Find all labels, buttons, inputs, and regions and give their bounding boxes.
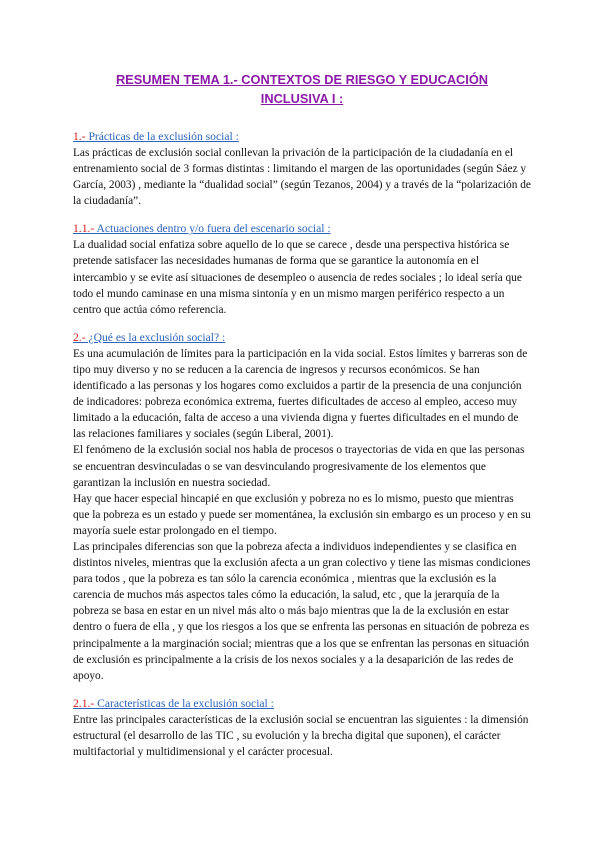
section-heading <box>73 221 531 237</box>
paragraph: Es una acumulación de límites para la participación en la vida social. Estos límites y barreras son de tipo muy diverso y no se reducen a la carencia de ingresos y recursos económicos. Se han identificado a las personas y los hogares como excluidos a partir de la presencia de una conjunción de indicadores: pobreza económica extrema, fuertes dificultades de acceso al empleo, acceso muy limitado a la educación, falta de acceso a una vivienda digna y fuertes dificultades en el mundo de las relaciones familiares y sociales (según Liberal, 2001). <box>73 347 528 441</box>
paragraph: La dualidad social enfatiza sobre aquello de lo que se carece , desde una perspectiva histórica se pretende satisfacer las necesidades humanas de forma que se garantice la autonomía en el intercambio y se evite así situaciones de desempleo o ausencia de redes sociales ; lo ideal sería que todo el mundo caminase en una misma sintonía y en un mismo margen periférico respecto a un centro que actúa cómo referencia. <box>73 239 522 316</box>
section-heading <box>73 129 531 145</box>
paragraph: Entre las principales características de la exclusión social se encuentran las siguientes : la dimensión estructural (el desarrollo de las TIC , su evolución y la brecha digital que suponen), el carácter multifactorial y multidimensional y el carácter procesual. <box>73 713 529 758</box>
section-heading-text: Actuaciones dentro y/o fuera del escenario social : <box>94 222 331 236</box>
section-number: 2.1.- <box>73 696 95 710</box>
section-number: 2.- <box>73 330 86 344</box>
section-heading-text: ¿Qué es la exclusión social? : <box>85 330 226 344</box>
section-number: 1.- <box>73 130 86 143</box>
section-2 <box>73 330 531 684</box>
section-2-1 <box>73 696 531 760</box>
document-title <box>73 70 531 108</box>
section-heading <box>73 330 531 346</box>
paragraph: El fenómeno de la exclusión social nos habla de procesos o trayectorias de vida en que las personas se encuentran desvinculadas o se van desvinculando progresivamente de los elementos que garantizan la inclusión en nuestra sociedad. <box>73 444 525 489</box>
section-heading-text: Características de la exclusión social : <box>94 696 274 710</box>
section-1-1 <box>73 221 531 317</box>
document-title-line-2: INCLUSIVA I : <box>260 91 344 106</box>
section-number: 1.1.- <box>73 222 95 236</box>
document-page <box>73 70 531 760</box>
section-heading-text: Prácticas de la exclusión social : <box>85 130 239 143</box>
document-title-line-1: RESUMEN TEMA 1.- CONTEXTOS DE RIESGO Y EDUCACIÓN <box>115 72 489 87</box>
section-1 <box>73 129 531 209</box>
paragraph: Las principales diferencias son que la pobreza afecta a individuos independientes y se clasifica en distintos niveles, mientras que la exclusión afecta a un gran colectivo y tiene las mismas condiciones para todos , que la pobreza es tan sólo la carencia económica , mientras que la exclusión es la carencia de muchos más aspectos tales cómo la educación, la salud, etc , que la jerarquía de la pobreza se basa en estar en un nivel más alto o más bajo mientras que la de la exclusión en estar dentro o fuera de ella , y que los riesgos a los que se enfrenta las personas en situación de pobreza es principalmente a la marginación social; mientras que a los que se enfrentan las personas en situación de exclusión es principalmente a la crisis de los nexos sociales y a la desaparición de las redes de apoyo. <box>73 540 531 682</box>
section-heading <box>73 696 531 712</box>
paragraph: Hay que hacer especial hincapié en que exclusión y pobreza no es lo mismo, puesto que mientras que la pobreza es un estado y puede ser momentánea, la exclusión sin embargo es un proceso y en su mayoría suele estar prolongado en el tiempo. <box>73 492 531 537</box>
paragraph: Las prácticas de exclusión social conllevan la privación de la participación de la ciudadanía en el entrenamiento social de 3 formas distintas : limitando el margen de las oportunidades (según Sáez y García, 2003) , mediante la “dualidad social” (según Tezanos, 2004) y a través de la “polarización de la ciudadanía”. <box>73 147 531 208</box>
